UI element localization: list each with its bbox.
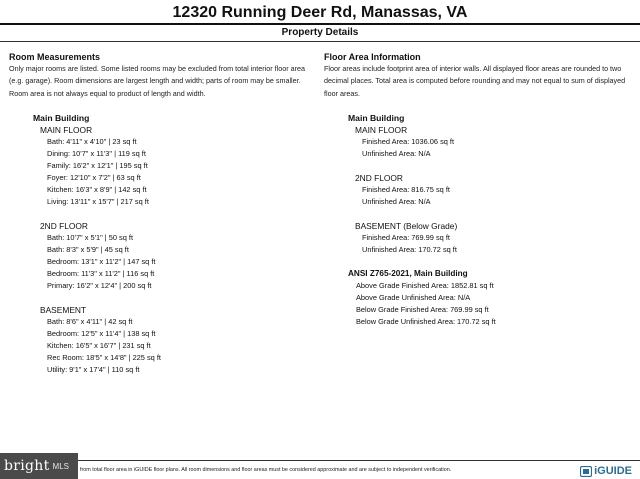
- ansi-row: Above Grade Unfinished Area: N/A: [356, 292, 471, 302]
- ansi-row: Below Grade Unfinished Area: 170.72 sq ft: [356, 316, 496, 326]
- room-row: Bedroom: 11'3" x 11'2" | 116 sq ft: [47, 268, 155, 278]
- unfinished-area: Unfinished Area: N/A: [362, 148, 431, 158]
- room-row: Rec Room: 18'5" x 14'8" | 225 sq ft: [47, 352, 161, 362]
- room-row: Bath: 8'3" x 5'9" | 45 sq ft: [47, 244, 129, 254]
- iguide-icon: [580, 466, 592, 477]
- floor-name: BASEMENT (Below Grade): [355, 220, 458, 231]
- section-title: Property Details: [281, 27, 359, 38]
- ansi-summary: [348, 268, 630, 328]
- footer-divider: [0, 460, 640, 461]
- room-row: Primary: 16'2" x 12'4" | 200 sq ft: [47, 280, 152, 290]
- room-row: Dining: 10'7" x 11'3" | 119 sq ft: [47, 148, 146, 158]
- floor-name: MAIN FLOOR: [40, 124, 93, 135]
- room-row: Bedroom: 12'5" x 11'4" | 138 sq ft: [47, 328, 156, 338]
- room-row: Family: 16'2" x 12'1" | 195 sq ft: [47, 160, 148, 170]
- iguide-logo: [580, 465, 632, 477]
- room-building-section: [9, 112, 309, 376]
- area-floor-2nd: [348, 172, 630, 208]
- bright-mls-logo: [0, 453, 78, 479]
- room-building-title: Main Building: [33, 112, 90, 123]
- floor-area-column: [324, 51, 630, 328]
- room-floor-2nd: [33, 220, 309, 292]
- bright-logo-text: bright: [4, 458, 50, 474]
- section-divider: [0, 41, 640, 42]
- room-floor-main: [33, 124, 309, 208]
- room-row: Living: 13'11" x 15'7" | 217 sq ft: [47, 196, 149, 206]
- title-divider: [0, 23, 640, 25]
- finished-area: Finished Area: 769.99 sq ft: [362, 232, 450, 242]
- ansi-row: Above Grade Finished Area: 1852.81 sq ft: [356, 280, 494, 290]
- room-floor-basement: [33, 304, 309, 376]
- floor-area-heading: Floor Area Information: [324, 52, 421, 62]
- room-row: Utility: 9'1" x 17'4" | 110 sq ft: [47, 364, 140, 374]
- room-row: Kitchen: 16'5" x 16'7" | 231 sq ft: [47, 340, 151, 350]
- floor-name: 2ND FLOOR: [40, 220, 88, 231]
- mls-logo-text: MLS: [52, 461, 69, 471]
- room-row: Kitchen: 16'3" x 8'9" | 142 sq ft: [47, 184, 147, 194]
- finished-area: Finished Area: 1036.06 sq ft: [362, 136, 455, 146]
- page-title: 12320 Running Deer Rd, Manassas, VA: [172, 4, 468, 21]
- iguide-logo-text: iGUIDE: [594, 465, 632, 477]
- room-row: Foyer: 12'10" x 7'2" | 63 sq ft: [47, 172, 141, 182]
- floor-name: 2ND FLOOR: [355, 172, 403, 183]
- floor-name: MAIN FLOOR: [355, 124, 408, 135]
- room-row: Bedroom: 13'1" x 11'2" | 147 sq ft: [47, 256, 156, 266]
- ansi-title: ANSI Z765-2021, Main Building: [348, 268, 468, 278]
- room-measurements-heading: Room Measurements: [9, 52, 101, 62]
- area-building-section: [324, 112, 630, 328]
- area-floor-basement: [348, 220, 630, 256]
- floor-name: BASEMENT: [40, 304, 87, 315]
- footer-disclaimer: from total floor area in iGUIDE floor plans. All room dimensions and floor areas must be considered approximate and are subject to independent verification.: [80, 467, 452, 473]
- area-building-title: Main Building: [348, 112, 405, 123]
- unfinished-area: Unfinished Area: N/A: [362, 196, 431, 206]
- room-row: Bath: 8'6" x 4'11" | 42 sq ft: [47, 316, 133, 326]
- room-measurements-description: Only major rooms are listed. Some listed rooms may be excluded from total interior floor area (e.g. garage). Room dimensions are largest length and width; parts of room may be smaller. Room area is not always equal to product of length and width.: [9, 64, 306, 98]
- area-floor-main: [348, 124, 630, 160]
- ansi-row: Below Grade Finished Area: 769.99 sq ft: [356, 304, 489, 314]
- floor-area-description: Floor areas include footprint area of interior walls. All displayed floor areas are rounded to two decimal places. Total area is computed before rounding and may not equal to sum of displayed floor areas.: [324, 64, 626, 98]
- unfinished-area: Unfinished Area: 170.72 sq ft: [362, 244, 457, 254]
- finished-area: Finished Area: 816.75 sq ft: [362, 184, 450, 194]
- room-row: Bath: 10'7" x 5'1" | 50 sq ft: [47, 232, 133, 242]
- room-measurements-column: [9, 51, 309, 388]
- room-row: Bath: 4'11" x 4'10" | 23 sq ft: [47, 136, 137, 146]
